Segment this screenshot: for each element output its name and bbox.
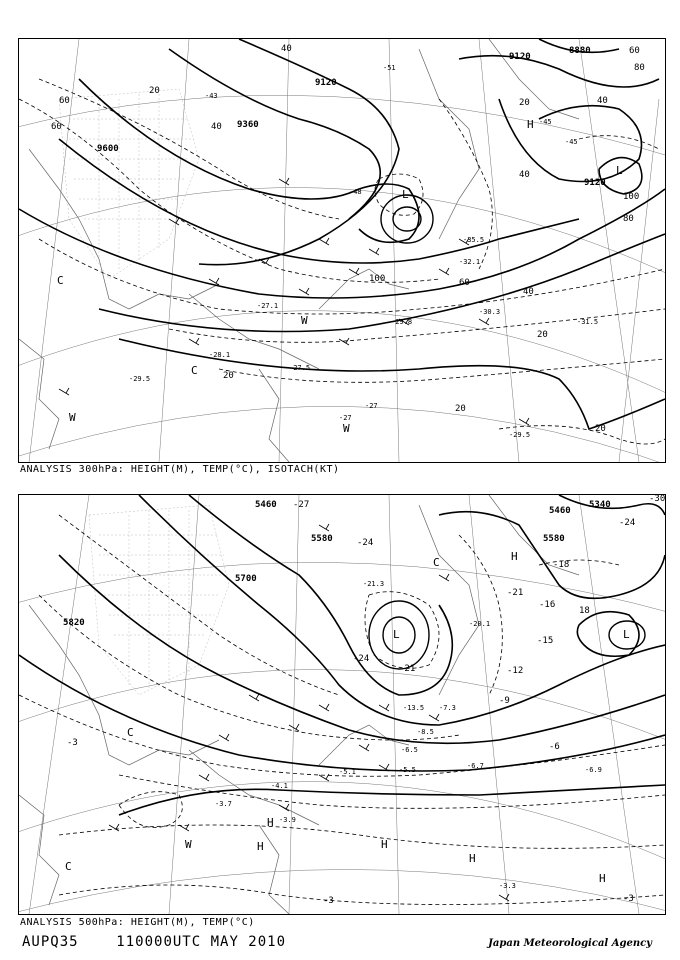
temp-label: -27 bbox=[293, 500, 310, 510]
center-letter: W bbox=[301, 314, 308, 327]
center-letter: H bbox=[599, 872, 606, 885]
station-value: -8.5 bbox=[417, 728, 434, 736]
center-letter: L bbox=[393, 628, 400, 641]
temp-label: -16 bbox=[539, 600, 556, 610]
temp-label: -15 bbox=[537, 636, 554, 646]
temp-label: -31.5 bbox=[577, 318, 599, 326]
center-letter: H bbox=[267, 816, 274, 829]
center-letter: C bbox=[57, 274, 64, 287]
isotach-label: 60 bbox=[629, 46, 640, 56]
temp-label: -51 bbox=[383, 64, 396, 72]
center-letter: C bbox=[433, 556, 440, 569]
isotach-label: 20 bbox=[537, 330, 548, 340]
height-label: 9600 bbox=[97, 144, 119, 154]
isotach-label: 80 bbox=[634, 63, 645, 73]
temp-label: -35.5 bbox=[463, 236, 485, 244]
station-value: -5.5 bbox=[399, 766, 416, 774]
wind-barbs bbox=[59, 178, 529, 425]
center-letter: L bbox=[402, 188, 409, 201]
temp-label: -30.3 bbox=[479, 308, 501, 316]
center-letter: C bbox=[65, 860, 72, 873]
isotach-label: 60 bbox=[459, 278, 470, 288]
height-label: 9120 bbox=[315, 78, 337, 88]
center-letter: C bbox=[127, 726, 134, 739]
isotach-label: 20 bbox=[455, 404, 466, 414]
agency-name: Japan Meteorological Agency bbox=[488, 938, 652, 949]
chart-time: 110000UTC MAY 2010 bbox=[116, 934, 287, 950]
wind-barbs bbox=[109, 524, 509, 901]
temp-label: -30 bbox=[649, 494, 666, 504]
isotach-label: 20 bbox=[595, 424, 606, 434]
center-letter: W bbox=[69, 411, 76, 424]
low-center-contours bbox=[369, 601, 645, 669]
isotach-label: 20 bbox=[223, 371, 234, 381]
chart-code: AUPQ35 bbox=[22, 934, 79, 950]
height-label: 5580 bbox=[311, 534, 333, 544]
temp-label: -18 bbox=[553, 560, 570, 570]
height-label: 5460 bbox=[255, 500, 277, 510]
height-label: 9120 bbox=[509, 52, 531, 62]
temp-label: -12 bbox=[507, 666, 524, 676]
temp-label: -29.5 bbox=[129, 375, 151, 383]
station-value: -21.3 bbox=[363, 580, 385, 588]
temp-label: -3 bbox=[623, 894, 634, 904]
station-value: -6.5 bbox=[401, 746, 418, 754]
temp-label: -3 bbox=[323, 896, 334, 906]
map-300hpa bbox=[18, 38, 666, 463]
center-letter: H bbox=[257, 840, 264, 853]
temp-label: 18 bbox=[579, 606, 590, 616]
hatched-area bbox=[59, 86, 199, 279]
center-letter: W bbox=[343, 422, 350, 435]
isotach-label: 100 bbox=[623, 192, 640, 202]
height-label: 5460 bbox=[549, 506, 571, 516]
temp-label: -24 bbox=[353, 654, 370, 664]
station-value: -20.1 bbox=[469, 620, 491, 628]
temp-label: -28.1 bbox=[209, 351, 231, 359]
map-500hpa-graphics bbox=[19, 495, 665, 914]
temp-label: -9 bbox=[499, 696, 510, 706]
isotach-label: 60 bbox=[59, 96, 70, 106]
center-letter: L bbox=[623, 628, 630, 641]
temp-label: -29.5 bbox=[509, 431, 531, 439]
isotach-label: 40 bbox=[523, 287, 534, 297]
station-value: -6.9 bbox=[585, 766, 602, 774]
caption-500hpa: ANALYSIS 500hPa: HEIGHT(M), TEMP(°C) bbox=[20, 917, 255, 928]
height-label: 5820 bbox=[63, 618, 85, 628]
temp-label: -3 bbox=[67, 738, 78, 748]
center-letter: H bbox=[527, 118, 534, 131]
height-label: 9360 bbox=[237, 120, 259, 130]
station-value: -3.3 bbox=[499, 882, 516, 890]
height-label: 5340 bbox=[589, 500, 611, 510]
temp-label: -45 bbox=[565, 138, 578, 146]
station-value: -7.3 bbox=[439, 704, 456, 712]
height-contours bbox=[19, 495, 665, 815]
center-letter: C bbox=[191, 364, 198, 377]
isotach-label: 100 bbox=[369, 274, 386, 284]
temp-label: -29.8 bbox=[391, 318, 413, 326]
map-300hpa-graphics bbox=[19, 39, 665, 462]
center-letter: H bbox=[381, 838, 388, 851]
temp-label: -24 bbox=[357, 538, 374, 548]
isotach-label: 80 bbox=[623, 214, 634, 224]
isotach-label: 40 bbox=[281, 44, 292, 54]
temp-label: -24 bbox=[619, 518, 636, 528]
temperature-contours bbox=[19, 515, 665, 905]
isotach-label: 60 bbox=[51, 122, 62, 132]
temp-label: -27 bbox=[365, 402, 378, 410]
hatched-area bbox=[89, 505, 229, 695]
station-value: -13.5 bbox=[403, 704, 425, 712]
graticule bbox=[19, 39, 665, 462]
temp-label: -6 bbox=[549, 742, 560, 752]
center-letter: W bbox=[185, 838, 192, 851]
center-letter: H bbox=[511, 550, 518, 563]
temp-label: -27.1 bbox=[257, 302, 279, 310]
temp-label: -48 bbox=[349, 188, 362, 196]
station-value: -3.9 bbox=[279, 816, 296, 824]
station-value: -6.7 bbox=[467, 762, 484, 770]
temp-label: -21 bbox=[399, 664, 416, 674]
isotach-label: 40 bbox=[597, 96, 608, 106]
station-value: -5.1 bbox=[339, 768, 356, 776]
isotach-label: 20 bbox=[519, 98, 530, 108]
isotach-label: 40 bbox=[211, 122, 222, 132]
center-letter: H bbox=[469, 852, 476, 865]
height-label: 9120 bbox=[584, 178, 606, 188]
temp-label: -27.5 bbox=[289, 364, 311, 372]
station-value: -3.7 bbox=[215, 800, 232, 808]
isotach-label: 40 bbox=[519, 170, 530, 180]
isotach-label: 20 bbox=[149, 86, 160, 96]
height-label: 8880 bbox=[569, 46, 591, 56]
height-label: 5580 bbox=[543, 534, 565, 544]
temp-label: -45 bbox=[539, 118, 552, 126]
low-center-contours bbox=[381, 195, 433, 243]
station-value: -4.1 bbox=[271, 782, 288, 790]
temp-label: -27 bbox=[339, 414, 352, 422]
chart-id bbox=[22, 934, 286, 950]
temp-label: -32.1 bbox=[459, 258, 481, 266]
height-label: 5700 bbox=[235, 574, 257, 584]
center-letter: L bbox=[616, 164, 623, 177]
temp-label: -43 bbox=[205, 92, 218, 100]
temp-label: -21 bbox=[507, 588, 524, 598]
map-500hpa bbox=[18, 494, 666, 915]
caption-300hpa: ANALYSIS 300hPa: HEIGHT(M), TEMP(°C), ISOTACH(KT) bbox=[20, 464, 340, 475]
